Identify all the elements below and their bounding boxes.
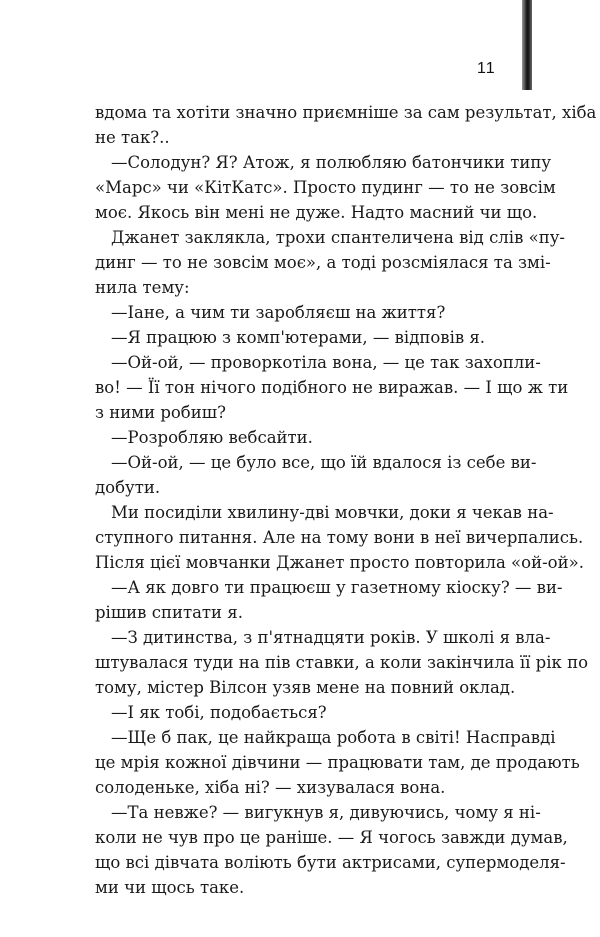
text-line: це мрія кожної дівчини — працювати там, де продають [95,753,580,772]
text-line: рішив спитати я. [95,603,243,622]
text-line: —Я працюю з комп'ютерами, — відповів я. [111,328,486,347]
text-line: Джанет заклякла, трохи спантеличена від слів «пу- [111,228,565,247]
text-line: —Ще б пак, це найкраща робота в світі! Насправді [111,728,556,747]
text-line: —Іане, а чим ти заробляєш на життя? [111,303,446,322]
text-line: динг — то не зовсім моє», а тоді розсміялася та змі- [95,253,551,272]
text-line: що всі дівчата воліють бути актрисами, супермоделя- [95,853,566,872]
body-text [95,100,597,900]
text-line: солоденьке, хіба ні? — хизувалася вона. [95,778,446,797]
page-edge-mark [522,0,532,90]
text-line: —Ой-ой, — проворкотіла вона, — це так захопли- [111,353,541,372]
text-line: —З дитинства, з п'ятнадцяти років. У школі я вла- [111,628,551,647]
text-line: не так?.. [95,128,170,147]
text-line: —Та невже? — вигукнув я, дивуючись, чому я ні- [111,803,541,822]
text-line: Ми посиділи хвилину-дві мовчки, доки я чекав на- [111,503,554,522]
text-line: добути. [95,478,161,497]
text-line: —І як тобі, подобається? [111,703,327,722]
text-line: вдома та хотіти значно приємніше за сам результат, хіба [95,103,597,122]
text-line: моє. Якось він мені не дуже. Надто масний чи що. [95,203,538,222]
text-line: во! — Її тон нічого подібного не виражав. — І що ж ти [95,378,569,397]
text-line: ступного питання. Але на тому вони в неї вичерпались. [95,528,584,547]
text-line: —Ой-ой, — це було все, що їй вдалося із себе ви- [111,453,537,472]
text-line: —Розробляю вебсайти. [111,428,313,447]
text-line: «Марс» чи «КітКатс». Просто пудинг — то не зовсім [95,178,556,197]
page-number: 11 [477,60,496,77]
text-line: Після цієї мовчанки Джанет просто повторила «ой-ой». [95,553,584,572]
text-line: з ними робиш? [95,403,226,422]
text-line: коли не чув про це раніше. — Я чогось завжди думав, [95,828,568,847]
text-line: нила тему: [95,278,190,297]
text-line: —Солодун? Я? Атож, я полюбляю батончики типу [111,153,552,172]
text-line: —А як довго ти працюєш у газетному кіоску? — ви- [111,578,563,597]
text-line: тому, містер Вілсон узяв мене на повний оклад. [95,678,516,697]
text-line: штувалася туди на пів ставки, а коли закінчила її рік по [95,653,589,672]
text-line: ми чи щось таке. [95,878,245,897]
